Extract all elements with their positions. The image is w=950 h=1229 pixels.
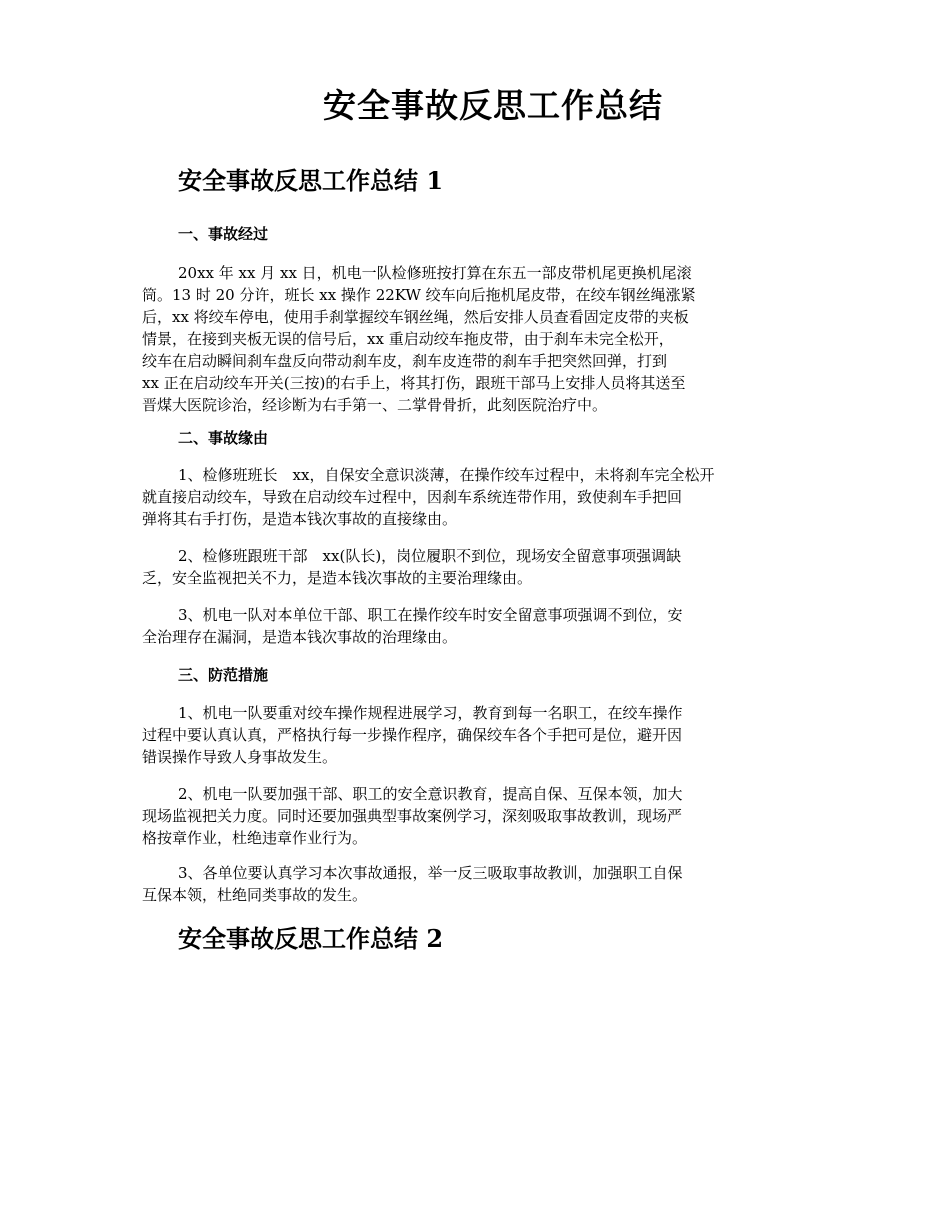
paragraph-line: 后，xx 将绞车停电，使用手刹掌握绞车钢丝绳，然后安排人员查看固定皮带的夹板 [142, 308, 689, 326]
paragraph-line: 乏，安全监视把关不力，是造本钱次事故的主要治理缘由。 [142, 569, 533, 587]
paragraph-line: 情景，在接到夹板无误的信号后，xx 重启动绞车拖皮带，由于刹车未完全松开， [142, 330, 674, 348]
heading-accident-cause: 二、事故缘由 [178, 429, 269, 447]
paragraph-line: 3、各单位要认真学习本次事故通报，举一反三吸取事故教训，加强职工自保 [178, 864, 683, 882]
paragraph-line: 格按章作业，杜绝违章作业行为。 [142, 829, 368, 847]
heading-preventive-measures: 三、防范措施 [178, 666, 269, 684]
paragraph-cause-1 [142, 464, 810, 530]
paragraph-cause-3 [142, 604, 810, 648]
paragraph-line: 3、机电一队对本单位干部、职工在操作绞车时安全留意事项强调不到位，安 [178, 606, 683, 624]
paragraph-line: 1、检修班班长 xx，自保安全意识淡薄，在操作绞车过程中，未将刹车完全松开 [178, 466, 715, 484]
paragraph-line: 就直接启动绞车，导致在启动绞车过程中，因刹车系统连带作用，致使刹车手把回 [142, 488, 683, 506]
paragraph-line: 弹将其右手打伤，是造本钱次事故的直接缘由。 [142, 510, 458, 528]
paragraph-line: 错误操作导致人身事故发生。 [142, 748, 338, 766]
paragraph-line: 20xx 年 xx 月 xx 日，机电一队检修班按打算在东五一部皮带机尾更换机尾滚 [178, 264, 692, 282]
paragraph-line: 2、机电一队要加强干部、职工的安全意识教育，提高自保、互保本领，加大 [178, 785, 683, 803]
paragraph-line: 1、机电一队要重对绞车操作规程进展学习，教育到每一名职工，在绞车操作 [178, 704, 683, 722]
paragraph-accident-process [142, 262, 810, 416]
paragraph-measure-1 [142, 702, 810, 768]
paragraph-measure-2 [142, 783, 810, 849]
paragraph-line: 全治理存在漏洞，是造本钱次事故的治理缘由。 [142, 628, 458, 646]
section-title-1: 安全事故反思工作总结 1 [178, 166, 444, 195]
paragraph-cause-2 [142, 545, 810, 589]
paragraph-line: 现场监视把关力度。同时还要加强典型事故案例学习，深刻吸取事故教训，现场严 [142, 807, 683, 825]
document-title: 安全事故反思工作总结 [323, 86, 663, 125]
paragraph-measure-3 [142, 862, 810, 906]
paragraph-line: 绞车在启动瞬间刹车盘反向带动刹车皮，刹车皮连带的刹车手把突然回弹，打到 [142, 352, 668, 370]
paragraph-line: 筒。13 时 20 分许，班长 xx 操作 22KW 绞车向后拖机尾皮带，在绞车钢丝绳涨紧 [142, 286, 696, 304]
heading-accident-process: 一、事故经过 [178, 225, 269, 243]
paragraph-line: 2、检修班跟班干部 xx(队长)，岗位履职不到位，现场安全留意事项强调缺 [178, 547, 682, 565]
paragraph-line: xx 正在启动绞车开关(三按)的右手上，将其打伤，跟班干部马上安排人员将其送至 [142, 374, 686, 392]
paragraph-line: 互保本领，杜绝同类事故的发生。 [142, 886, 368, 904]
section-title-2: 安全事故反思工作总结 2 [178, 924, 444, 953]
paragraph-line: 过程中要认真认真，严格执行每一步操作程序，确保绞车各个手把可是位，避开因 [142, 726, 683, 744]
paragraph-line: 晋煤大医院诊治，经诊断为右手第一、二掌骨骨折，此刻医院治疗中。 [142, 396, 608, 414]
